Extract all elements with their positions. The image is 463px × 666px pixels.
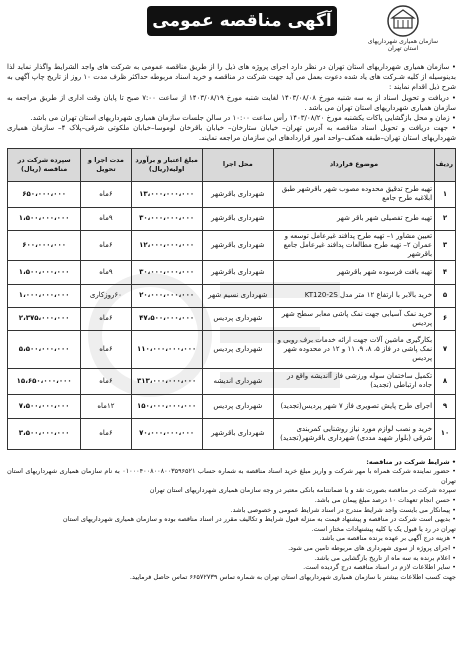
condition-item: • حضور نماینده شرکت همراه با مهر شرکت و واریز مبلغ خرید اسناد مناقصه به شماره حساب ۰۱۰۰۰۴۰۰۸۰۰۸۰۰۳۵۹۶۵۲۱ به نام سازمان همیاری شهرداریهای استان تهران [7,467,456,485]
condition-item: • حسن انجام تعهدات ۱۰ درصد مبلغ پیمان می باشد. [314,496,456,504]
documents-dates-paragraph: • دریافت و تحویل اسناد از به سه شنبه مورخ ۱۴۰۳/۰۸/۰۸ لغایت شنبه مورخ ۱۴۰۳/۰۸/۱۹ از ساعت ۷:۰۰ صبح تا پایان وقت اداری از طریق مراجعه به سازمان همیاری شهرداریهای استان تهران می باشد . [7,93,456,112]
row-number: ۷ [435,330,456,368]
table-row [8,260,456,284]
row-number: ۵ [435,284,456,307]
row-subject: اجرای طرح پایش تصویری فاز ۷ شهر پردیس(تجدید) [273,394,434,418]
row-duration: ۶ماه [81,230,131,260]
organization-logo [358,4,448,60]
header-deposit: سپرده شرکت در مناقصه (ریال) [8,148,81,181]
row-location: شهرداری باقرشهر [202,418,273,449]
row-deposit: ۶۰۰،۰۰۰،۰۰۰ [8,230,81,260]
row-estimate: ۷۰،۰۰۰،۰۰۰،۰۰۰ [131,418,202,449]
row-duration: ۶۰روزکاری [81,284,131,307]
row-number: ۸ [435,368,456,394]
row-number: ۹ [435,394,456,418]
row-location: شهرداری پردیس [202,330,273,368]
table-row [8,418,456,449]
row-number: ۳ [435,230,456,260]
conditions-title: • شرایط شرکت در مناقصه: [366,457,456,466]
row-deposit: ۶۵۰،۰۰۰،۰۰۰ [8,181,81,207]
row-duration: ۶ماه [81,368,131,394]
condition-item: • پیمانکار می بایست واجد شرایط مندرج در اسناد شرایط عمومی و خصوصی باشد. [230,505,456,514]
row-location: شهرداری پردیس [202,307,273,330]
table-row [8,330,456,368]
row-subject: بکارگیری ماشین آلات جهت ارائه خدمات برف روبی و نمک پاشی در فاز ۵، ۸، ۹، ۱۱ و ۱۲ در محدوده شهر پردیس [273,330,434,368]
row-deposit: ۱۵،۶۵۰،۰۰۰،۰۰۰ [8,368,81,394]
row-subject: تکمیل ساختمان سوله ورزشی فاز آاندیشه واقع در جاده ارتباطی (تجدید) [273,368,434,394]
row-estimate: ۱۳،۰۰۰،۰۰۰،۰۰۰ [131,181,202,207]
table-header-row [8,148,456,181]
row-duration: ۹ماه [81,260,131,284]
row-subject: خرید و نصب لوازم مورد نیاز روشنایی کمربندی شرقی (بلوار شهید مددی) شهرداری باقرشهر(تجدید) [273,418,434,449]
row-number: ۱ [435,181,456,207]
conditions-section [7,458,456,583]
row-duration: ۶ماه [81,418,131,449]
condition-item: جهت کسب اطلاعات بیشتر با سازمان همیاری شهرداریهای استان تهران به شماره تماس ۶۶۵۷۲۷۳۹ تماس حاصل فرمایید. [129,572,456,581]
page-title [147,6,337,36]
row-location: شهرداری باقرشهر [202,181,273,207]
logo-text-line1: سازمان همیاری شهرداریهای [367,38,439,45]
row-duration: ۱۲ماه [81,394,131,418]
condition-item: • هزینه درج آگهی بر عهده برنده مناقصه می باشد. [319,534,456,543]
table-row [8,307,456,330]
row-duration: ۶ماه [81,330,131,368]
row-subject: تعیین مشاور ۱– تهیه طرح پدافند غیرعامل توسعه و عمران ۲– تهیه طرح مطالعات پدافند غیرعامل جامع باقرشهر [273,230,434,260]
table-row [8,230,456,260]
row-duration: ۹ماه [81,207,131,230]
emblem-icon [380,4,426,38]
row-deposit: ۳،۵۰۰،۰۰۰،۰۰۰ [8,418,81,449]
row-deposit: ۱،۵۰۰،۰۰۰،۰۰۰ [8,260,81,284]
row-deposit: ۲،۳۷۵،۰۰۰،۰۰۰ [8,307,81,330]
row-subject: خرید نمک آسیابی جهت نمک پاشی معابر سطح شهر پردیس [273,307,434,330]
row-location: شهرداری اندیشه [202,368,273,394]
condition-item: • اجرای پروژه از سوی شهرداری های مربوطه تامین می شود. [288,543,456,552]
row-estimate: ۳۱۳،۰۰۰،۰۰۰،۰۰۰ [131,368,202,394]
row-deposit: ۱،۵۰۰،۰۰۰،۰۰۰ [8,207,81,230]
row-estimate: ۴۷،۵۰۰،۰۰۰،۰۰۰ [131,307,202,330]
row-estimate: ۳۰،۰۰۰،۰۰۰،۰۰۰ [131,207,202,230]
table-row [8,368,456,394]
row-deposit: ۵،۵۰۰،۰۰۰،۰۰۰ [8,330,81,368]
opening-session-paragraph: • زمان و محل بازگشایی پاکات یکشنبه مورخ ۱۴۰۳/۰۸/۲۰ رأس ساعت ۱۰:۰۰ در سالن جلسات سازمان همیاری شهرداریهای استان تهران می باشد. [30,114,456,123]
header-row-number: ردیف [435,148,456,181]
intro-paragraph: • سازمان همیاری شهرداریهای استان تهران در نظر دارد اجرای پروژه های ذیل را از طریق مناقصه عمومی به شرکت های واجد الشرایط واگذار نماید لذا بدینوسیله از کلیه شـرکت های یاد شده دعوت بعمل می آید جهت شرکت در مناقصه و خرید اسناد مربوطه حداکثر ظرف مدت ۱۰ روز از تاریخ چاپ آگهی به شرح ذیل اقدام نمایند : [7,63,456,92]
row-number: ۱۰ [435,418,456,449]
condition-item: تهران در رد یا قبول یک یا کلیه پیشنهادات مختار است. [311,524,456,533]
tenders-table [7,148,456,450]
row-location: شهرداری باقرشهر [202,207,273,230]
table-row [8,207,456,230]
row-duration: ۶ماه [81,181,131,207]
table-row [8,394,456,418]
row-estimate: ۲۰،۰۰۰،۰۰۰،۰۰۰ [131,284,202,307]
condition-item: سپرده شرکت در مناقصه بصورت نقد و یا ضمانتنامه بانکی معتبر در وجه سازمان همیاری شهرداریهای استان تهران [149,486,456,495]
row-location: شهرداری باقرشهر [202,230,273,260]
header [7,4,456,60]
row-subject: تهیه بافت فرسوده شهر باقرشهر [273,260,434,284]
header-duration: مدت اجرا و تحویل [81,148,131,181]
row-location: شهرداری باقرشهر [202,260,273,284]
header-location: محل اجرا [202,148,273,181]
intro-section [7,62,456,144]
row-estimate: ۳۰،۰۰۰،۰۰۰،۰۰۰ [131,260,202,284]
row-estimate: ۱۱۰،۰۰۰،۰۰۰،۰۰۰ [131,330,202,368]
row-estimate: ۱۵۰،۰۰۰،۰۰۰،۰۰۰ [131,394,202,418]
condition-item: • سایر اطلاعات لازم در اسناد مناقصه درج گردیده است. [303,563,456,572]
condition-item: • بدیهی است شرکت در مناقصه و پیشنهاد قیمت به منزله قبول شرایط و تکالیف مقرر در اسناد مناقصه بوده و سازمان همیاری شهرداریهای استان [62,515,456,524]
row-location: شهرداری نسیم شهر [202,284,273,307]
table-row [8,181,456,207]
header-estimate: مبلغ اعتبار و برآورد اولیه(ریال) [131,148,202,181]
row-duration: ۶ماه [81,307,131,330]
row-number: ۴ [435,260,456,284]
row-deposit: ۱،۰۰۰،۰۰۰،۰۰۰ [8,284,81,307]
row-estimate: ۱۲،۰۰۰،۰۰۰،۰۰۰ [131,230,202,260]
row-number: ۲ [435,207,456,230]
row-location: شهرداری پردیس [202,394,273,418]
row-subject: تهیه طرح تدقیق محدوده مصوب شهر باقرشهر طبق ابلاغیه طرح جامع [273,181,434,207]
address-paragraph: • جهت دریافت و تحویل اسناد مناقصه به آدرس تهران– خیابان ستارخان– خیابان باقرخان لوموسا–خیابان ملکوتی شرقی–پلاک ۴– سازمان همیاری شهرداریهای استان تهران–طبقه همکف–واحد امور قراردادهای این سازمان مراجعه نمایند. [7,124,456,143]
row-deposit: ۷،۵۰۰،۰۰۰،۰۰۰ [8,394,81,418]
row-number: ۶ [435,307,456,330]
row-subject: تهیه طرح تفصیلی شهر باقر شهر [273,207,434,230]
row-subject: خرید بالابر با ارتفاع ۱۲ متر مدل KT120-2S [273,284,434,307]
logo-text-line2: استان تهران [387,45,419,52]
header-subject: موضوع قرارداد [273,148,434,181]
title-text: آگهی مناقصه عمومی [152,11,332,31]
condition-item: • اعلام برنده به سه ماه از تاریخ بازگشایی می باشد. [314,553,456,562]
table-row [8,284,456,307]
